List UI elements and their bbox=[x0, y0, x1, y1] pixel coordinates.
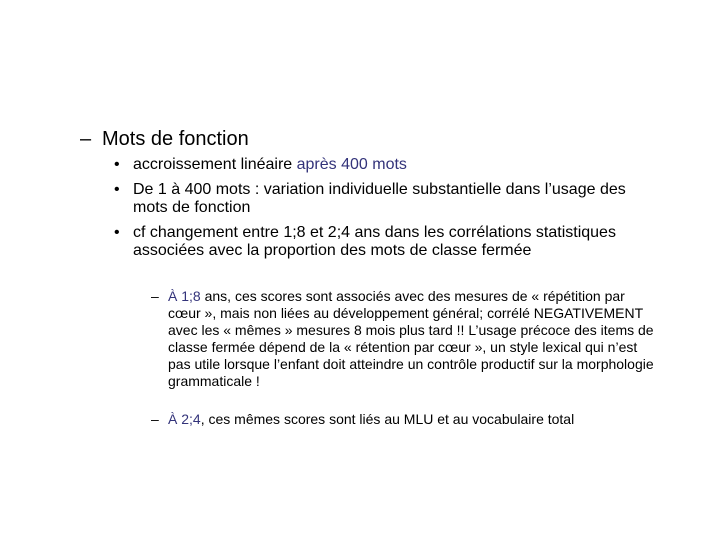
bullet-text-accent: après 400 mots bbox=[296, 156, 407, 173]
bullet-text-plain: accroissement linéaire bbox=[133, 156, 297, 173]
bullet-text: De 1 à 400 mots : variation individuelle substantielle dans l’usage des mots de fonction bbox=[133, 181, 626, 216]
heading-text: Mots de fonction bbox=[102, 128, 249, 150]
sub-bullet-item bbox=[151, 411, 661, 428]
sub-bullet-body: , ces mêmes scores sont liés au MLU et au vocabulaire total bbox=[200, 411, 575, 427]
bullet-marker: • bbox=[114, 224, 120, 241]
bullet-marker: • bbox=[114, 181, 120, 198]
bullet-marker: • bbox=[114, 156, 120, 173]
age-accent: À 2;4 bbox=[168, 411, 201, 427]
dash-marker: – bbox=[80, 128, 92, 150]
dash-marker: – bbox=[151, 411, 159, 427]
sub-bullet-item bbox=[151, 288, 661, 390]
bullet-text bbox=[133, 156, 634, 174]
age-accent: À 1;8 bbox=[168, 288, 201, 304]
bullet-item bbox=[114, 181, 634, 217]
bullet-item bbox=[114, 156, 634, 174]
sub-bullet-text bbox=[168, 288, 661, 390]
bullet-item bbox=[114, 224, 634, 260]
sub-bullet-text bbox=[168, 411, 661, 428]
dash-marker: – bbox=[151, 288, 159, 304]
bullet-text: cf changement entre 1;8 et 2;4 ans dans les corrélations statistiques associées avec la proportion des mots de classe fermée bbox=[133, 224, 616, 259]
sub-bullet-body: ans, ces scores sont associés avec des mesures de « répétition par cœur », mais non liées au développement général; corrélé NEGATIVEMENT avec les « mêmes » mesures 8 mois plus tard !! L’usage précoce des items de classe fermée dépend de la « rétention par cœur », un style lexical qui n’est pas utile lorsque l’enfant doit atteindre un contrôle productif sur la morphologie grammaticale ! bbox=[168, 288, 654, 389]
